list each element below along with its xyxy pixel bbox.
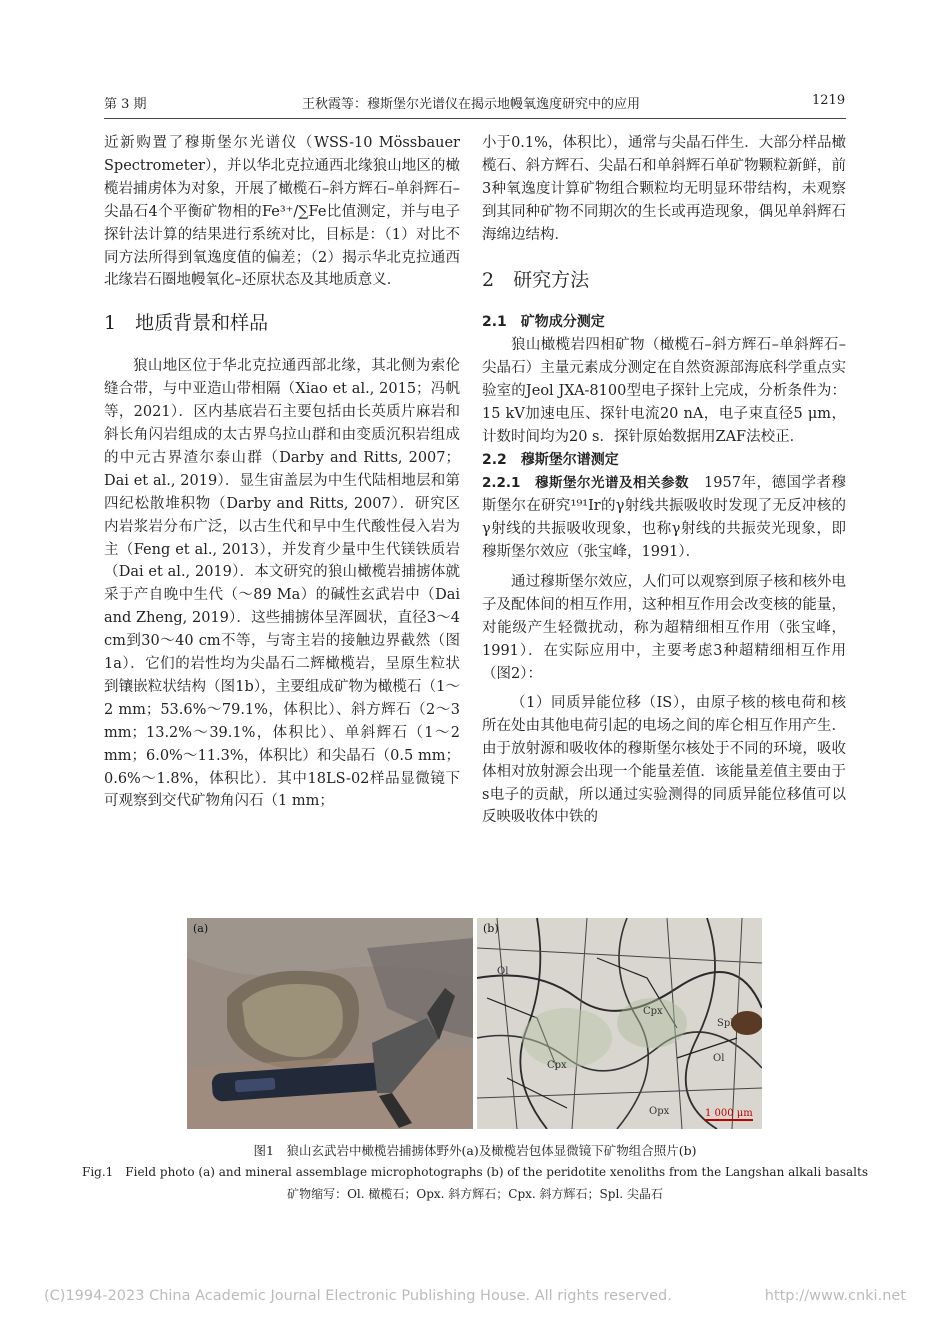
section-2-2-heading: 2.2 穆斯堡尔谱测定: [482, 451, 619, 468]
header-rule: [104, 118, 846, 119]
mineral-label-spl: Spl: [717, 1018, 734, 1029]
mossbauer-effect-paragraph: 通过穆斯堡尔效应，人们可以观察到原子核和核外电子及配体间的相互作用，这种相互作用会改变核的能量，对能级产生轻微扰动，称为超精细相互作用（张宝峰，1991）．在实际应用中，主要考虑3种超精细相互作用（图2）：: [482, 574, 846, 683]
section-2-1-heading: 2.1 矿物成分测定: [482, 314, 605, 331]
mineral-label-cpx-2: Cpx: [547, 1060, 567, 1071]
copyright-text: (C)1994-2023 China Academic Journal Electronic Publishing House. All rights reserved.: [44, 1288, 672, 1304]
figure-caption-cn: 图1 狼山玄武岩中橄榄岩捕掳体野外(a)及橄榄岩包体显微镜下矿物组合照片(b): [253, 1143, 697, 1158]
section-2-2-1-heading: 2.2.1 穆斯堡尔光谱及相关参数: [482, 474, 690, 491]
section-2-heading: 2 研究方法: [482, 268, 590, 291]
panel-b-label: (b): [483, 922, 499, 935]
figure-caption-en: Fig.1 Field photo (a) and mineral assemblage microphotographs (b) of the peridotite xenoliths from the Langshan alkali basalts: [82, 1165, 868, 1179]
section-1-paragraph: 狼山地区位于华北克拉通西部北缘，其北侧为索伦缝合带，与中亚造山带相隔（Xiao et al., 2015；冯帆等，2021）．区内基底岩石主要包括由长英质片麻岩和斜长角闪岩组成的太古界乌拉山群和由变质沉积岩组成的中元古界渣尔泰山群（Darby and Ritts, 2007；Dai et al., 2019）．显生宙盖层为中生代陆相地层和第四纪松散堆积物（Darby and Ritts, 2007）．研究区内岩浆岩分布广泛，以古生代和早中生代酸性侵入岩为主（Feng et al., 2013），并发育少量中生代镁铁质岩（Dai et al., 2019）．本文研究的狼山橄榄岩捕掳体就采于产自晚中生代（～89 Ma）的碱性玄武岩中（Dai and Zheng, 2019）．这些捕掳体呈浑圆状，直径3～4 cm到30～40 cm不等，与寄主岩的接触边界截然（图1a）．它们的岩性均为尖晶石二辉橄榄岩，呈原生粒状到镶嵌粒状结构（图1b），主要组成矿物为橄榄石（1～2 mm；53.6%～79.1%，体积比）、斜方辉石（2～3 mm；13.2%～39.1%，体积比）、单斜辉石（1～2 mm；6.0%～11.3%，体积比）和尖晶石（0.5 mm；0.6%～1.8%，体积比）．其中18LS-02样品显微镜下可观察到交代矿物角闪石（1 mm；: [104, 358, 460, 810]
cnki-link[interactable]: http://www.cnki.net: [764, 1288, 906, 1304]
scale-bar: 1 000 μm: [705, 1108, 753, 1119]
figure-1a-field-photo: [187, 918, 473, 1129]
intro-paragraph: 近新购置了穆斯堡尔光谱仪（WSS-10 Mössbauer Spectrometer），并以华北克拉通西北缘狼山地区的橄榄岩捕虏体为对象，开展了橄榄石–斜方辉石–单斜辉石–尖晶石4个平衡矿物相的Fe³⁺/∑Fe比值测定，并与电子探针法计算的结果进行系统对比，目标是：（1）对比不同方法所得到氧逸度值的偏差；（2）揭示华北克拉通西北缘岩石圈地幔氧化–还原状态及其地质意义．: [104, 135, 460, 289]
panel-a-label: (a): [193, 922, 209, 935]
running-title: 王秋霞等：穆斯堡尔光谱仪在揭示地幔氧逸度研究中的应用: [302, 97, 641, 112]
mineral-label-opx: Opx: [649, 1106, 670, 1117]
mineral-label-cpx: Cpx: [643, 1006, 663, 1017]
figure-1b-microphotograph: [477, 918, 762, 1129]
section-1-heading: 1 地质背景和样品: [104, 312, 269, 335]
right-column: [482, 132, 846, 829]
isomer-shift-paragraph: （1）同质异能位移（IS），由原子核的核电荷和核所在处由其他电荷引起的电场之间的库仑相互作用产生．由于放射源和吸收体的穆斯堡尔核处于不同的环境，吸收体相对放射源会出现一个能量差值．该能量差值主要由于s电子的贡献，所以通过实验测得的同质异能位移值可以反映吸收体中铁的: [482, 694, 846, 826]
section-2-2-1-paragraph: 1957年，德国学者穆斯堡尔在研究¹⁹¹Ir的γ射线共振吸收时发现了无反冲核的γ射线的共振吸收现象，也称γ射线的共振荧光现象，即穆斯堡尔效应（张宝峰，1991）．: [482, 474, 847, 560]
copyright-footer: [44, 1288, 906, 1304]
field-photo-image: [187, 918, 473, 1129]
page-number: 1219: [812, 93, 846, 108]
mineral-label-ol-2: Ol: [713, 1053, 725, 1064]
issue-number: 第 3 期: [104, 97, 147, 112]
left-column: [104, 132, 460, 813]
mineral-label-ol: Ol: [497, 966, 509, 977]
continued-paragraph: 小于0.1%，体积比），通常与尖晶石伴生．大部分样品橄榄石、斜方辉石、尖晶石和单斜辉石单矿物颗粒新鲜，前3种氧逸度计算矿物组合颗粒均无明显环带结构，未观察到其同种矿物不同期次的生长或再造现象，偶见单斜辉石海绵边结构．: [482, 135, 846, 243]
section-2-1-paragraph: 狼山橄榄岩四相矿物（橄榄石–斜方辉石–单斜辉石–尖晶石）主量元素成分测定在自然资源部海底科学重点实验室的Jeol JXA-8100型电子探针上完成，分析条件为：15 kV加速电压、探针电流20 nA，电子束直径5 μm，计数时间均为20 s．探针原始数据用ZAF法校正．: [482, 337, 846, 445]
figure-caption-abbr: 矿物缩写：Ol. 橄榄石；Opx. 斜方辉石；Cpx. 斜方辉石；Spl. 尖晶石: [287, 1187, 663, 1201]
